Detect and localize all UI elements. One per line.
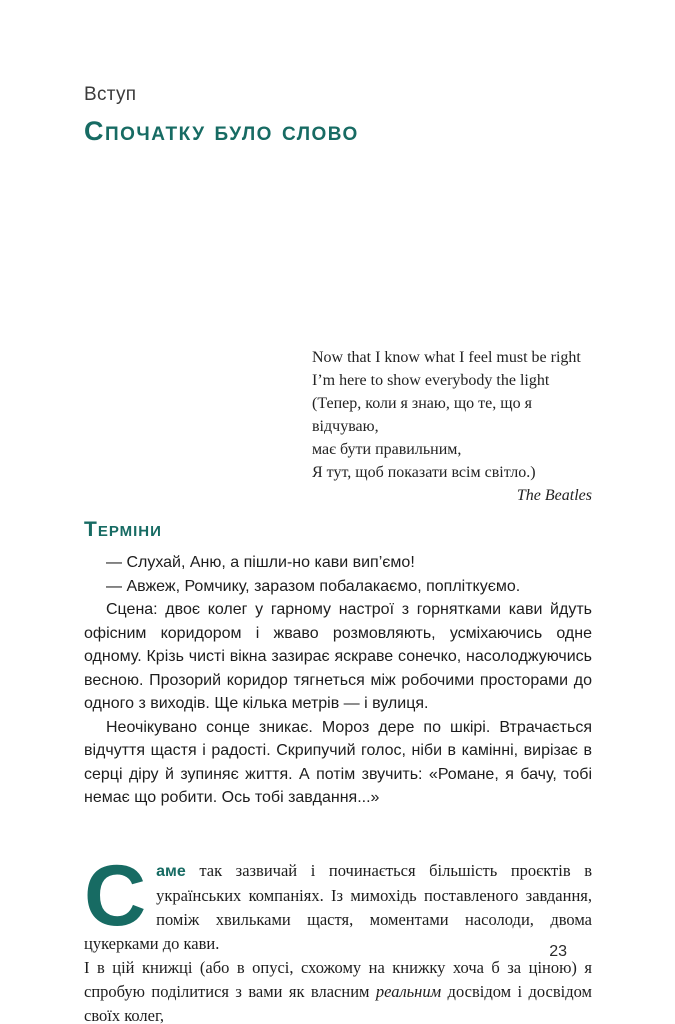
chapter-title: Спочатку було слово — [84, 116, 359, 146]
epigraph-line: (Тепер, коли я знаю, що те, що я відчуваю, — [312, 395, 532, 435]
dropcap-lead-word: аме — [156, 862, 186, 880]
body-text-block — [84, 551, 592, 810]
dialogue-line: — Авжеж, Ромчику, заразом побалакаємо, попліткуємо. — [106, 577, 521, 595]
epigraph-line: має бути правильним, — [312, 441, 462, 458]
serif-text-block — [84, 847, 593, 1024]
epigraph — [312, 346, 592, 507]
dropcap-paragraph — [84, 847, 592, 956]
section-heading: Терміни — [84, 518, 162, 541]
epigraph-line: Я тут, щоб показати всім світло.) — [312, 464, 536, 481]
epigraph-attribution: The Beatles — [516, 487, 592, 504]
paragraph-scene: Сцена: двоє колег у гарному настрої з горнятками кави йдуть офісним коридором і жваво розмовляють, усміхаючись одне одному. Крізь чисті вікна зазирає яскраве сонечко, насолоджуючись весною. Прозорий коридор тягнеться між робочими просторами до одного з виходів. Ще кілька метрів — і вулиця. — [84, 601, 592, 712]
final-paragraph-pre: І в цій книжці (або в опусі, схожому на книжку хоча б за ціною) я спробую поділитися з вами як власним — [84, 957, 592, 1001]
epigraph-line: Now that I know what I feel must be right — [312, 349, 581, 366]
final-paragraph-post: досвідом і досвідом своїх колег, — [84, 981, 593, 1024]
final-paragraph-italic-word: реальним — [375, 981, 442, 1001]
page-number: 23 — [549, 943, 567, 960]
final-paragraph — [84, 956, 592, 1024]
dropcap-paragraph-text: так зазвичай і починається більшість проєктів в українських компаніях. Із мимохідь поставленого завдання, поміж хвильками щастя, моментами насолоди, двома цукерками до кави. — [84, 860, 592, 953]
dialogue-line: — Слухай, Аню, а пішли-но кави вип’ємо! — [106, 554, 415, 571]
paragraph-twist: Неочікувано сонце зникає. Мороз дере по шкірі. Втрачається відчуття щастя і радості. Скрипучий голос, ніби в камінні, вирізає в серці діру й зупиняє життя. А потім звучить: «Романе, я бачу, тобі немає що робити. Ось тобі завдання...» — [84, 718, 592, 806]
dropcap-letter: С — [84, 847, 147, 944]
chapter-kicker: Вступ — [84, 84, 137, 105]
epigraph-line: I’m here to show everybody the light — [312, 372, 550, 389]
